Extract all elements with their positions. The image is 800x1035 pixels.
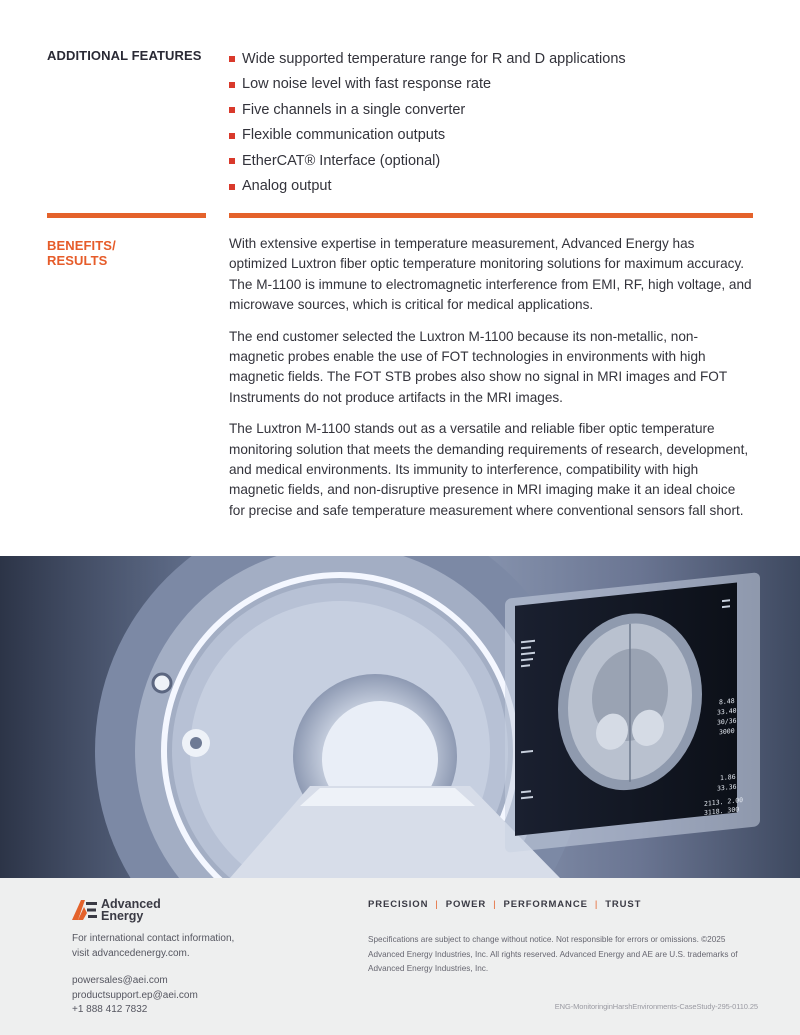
screen-readout: 33.36 — [717, 782, 737, 793]
legal-notice: Specifications are subject to change without notice. Not responsible for errors or omissions. ©2025 Advanced Energy Industries, Inc. All rights reserved. Advanced Energy and AE are U.S. trademarks of Advanced Energy Industries, Inc. — [368, 935, 738, 973]
square-bullet-icon — [229, 82, 235, 88]
page-footer — [0, 878, 800, 1035]
brand-tagline — [368, 899, 641, 910]
website-link[interactable]: visit advancedenergy.com. — [72, 947, 190, 959]
tagline-word: PERFORMANCE — [503, 899, 588, 910]
tagline-separator: | — [493, 899, 497, 910]
phone-number[interactable]: +1 888 412 7832 — [72, 1004, 148, 1015]
document-id: ENG-MonitoringinHarshEnvironments-CaseStudy-295-0110.25 — [554, 1002, 758, 1011]
feature-text: Five channels in a single converter — [242, 101, 466, 118]
logo-line: Advanced — [101, 897, 161, 911]
body-paragraph: The end customer selected the Luxtron M-1100 because its non-metallic, non-magnetic probes enable the use of FOT technologies in environments with high magnetic fields. The FOT STB probes also show no signal in MRI images and FOT Instruments do not produce artifacts in the MRI images. — [229, 328, 727, 405]
screen-readout: 3000 — [718, 726, 735, 737]
feature-text: Flexible communication outputs — [242, 127, 446, 144]
mri-illustration — [0, 556, 800, 878]
section-divider-right — [229, 213, 753, 218]
features-list — [229, 46, 626, 199]
mri-scanner-photo — [0, 556, 800, 878]
heading-line: RESULTS — [47, 253, 108, 268]
tagline-separator: | — [435, 899, 439, 910]
section-divider-left — [47, 213, 206, 218]
square-bullet-icon — [229, 184, 235, 190]
square-bullet-icon — [229, 107, 235, 113]
tagline-word: TRUST — [605, 899, 642, 910]
benefits-results-heading — [47, 238, 197, 268]
logo-line: Energy — [101, 909, 144, 923]
contact-line: For international contact information, — [72, 933, 235, 944]
screen-readout: 1.86 — [720, 772, 736, 783]
screen-readout: 2113. 2.00 — [704, 795, 744, 809]
tagline-word: PRECISION — [368, 899, 429, 910]
heading-line: BENEFITS/ — [47, 238, 116, 253]
feature-text: EtherCAT® Interface (optional) — [242, 152, 441, 169]
feature-text: Analog output — [242, 178, 332, 195]
list-item — [229, 46, 626, 72]
screen-readout: 8.48 — [718, 696, 735, 707]
logo-wordmark — [101, 898, 161, 922]
list-item — [229, 97, 626, 123]
support-email-link[interactable]: productsupport.ep@aei.com — [72, 989, 198, 1001]
list-item — [229, 72, 626, 98]
square-bullet-icon — [229, 133, 235, 139]
sales-email-link[interactable]: powersales@aei.com — [72, 975, 168, 986]
feature-text: Low noise level with fast response rate — [242, 76, 492, 93]
square-bullet-icon — [229, 56, 235, 62]
list-item — [229, 148, 626, 174]
screen-readout: 30/36 — [717, 716, 737, 727]
tagline-separator: | — [594, 899, 599, 910]
screen-readout: 3118. 300 — [704, 805, 740, 818]
list-item — [229, 174, 626, 200]
ae-logo-mark-icon — [72, 898, 98, 922]
body-paragraph: The Luxtron M-1100 stands out as a versatile and reliable fiber optic temperature monitoring solution that meets the demanding requirements of research, development, and medical environments. Its immunity to interference, compatibility with high magnetic fields, and non-disruptive presence in MRI imaging make it an ideal choice for precise and safe temperature measurement where conventional sensors fall short. — [229, 421, 749, 518]
square-bullet-icon — [229, 158, 235, 164]
advanced-energy-logo — [72, 898, 161, 922]
benefits-body — [229, 234, 753, 532]
body-paragraph: With extensive expertise in temperature measurement, Advanced Energy has optimized Luxtron fiber optic temperature monitoring solutions for maximum accuracy. The M-1100 is immune to electromagnetic interference from EMI, RF, high voltage, and microwave sources, which is critical for medical applications. — [229, 236, 752, 312]
additional-features-heading: ADDITIONAL FEATURES — [47, 48, 202, 63]
feature-text: Wide supported temperature range for R and D applications — [242, 50, 626, 67]
list-item — [229, 123, 626, 149]
screen-readout: 33.40 — [717, 706, 737, 717]
tagline-word: POWER — [445, 899, 487, 910]
contact-info — [72, 932, 332, 1018]
